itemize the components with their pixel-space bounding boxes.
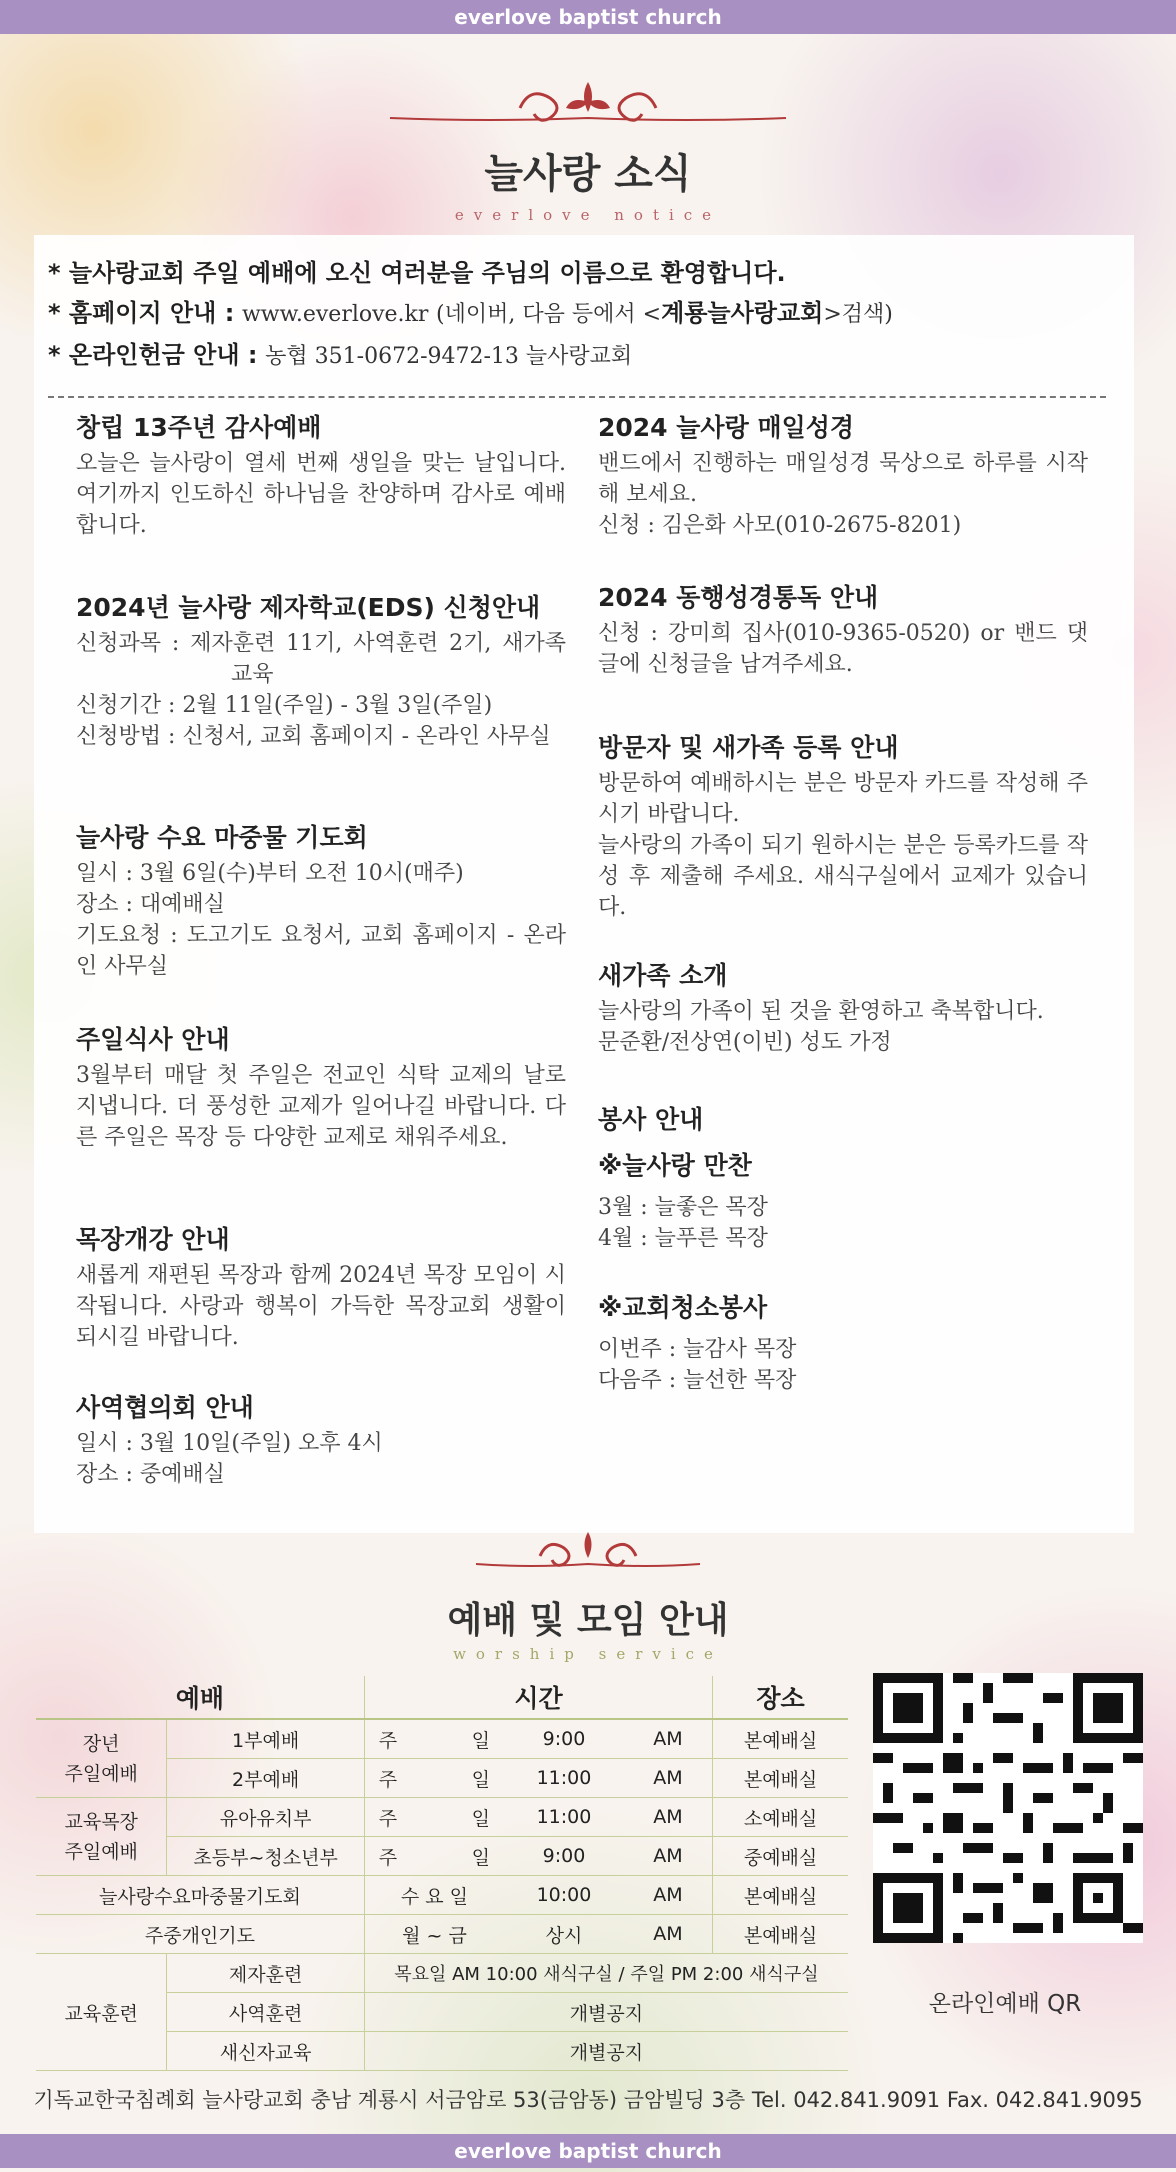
section-sunday-meal [76, 1020, 566, 1153]
time: 상시 [504, 1915, 624, 1954]
header-service: 예배 [36, 1676, 364, 1719]
day: 주 [364, 1798, 411, 1837]
day: 일 [458, 1759, 505, 1798]
place: 본예배실 [713, 1719, 848, 1759]
notice-title: 늘사랑 소식 [484, 150, 692, 197]
section-text: 기도요청 : 도고기도 요청서, 교회 홈페이지 - 온라인 사무실 [76, 923, 566, 979]
section-fellowship-meal [598, 1146, 1088, 1254]
table-header-row [36, 1676, 848, 1719]
section-church-cleaning [598, 1288, 1088, 1396]
section-text: 신청방법 : 신청서, 교회 홈페이지 - 온라인 사무실 [76, 724, 551, 749]
section-text: 3월 : 늘좋은 목장 [598, 1195, 768, 1220]
section-prayer-meeting [76, 818, 566, 982]
section-visitor-registration [598, 728, 1088, 923]
section-new-family [598, 956, 1088, 1058]
notice-subtitle: everlove notice [454, 206, 722, 224]
section-text: 4월 : 늘푸른 목장 [598, 1226, 768, 1251]
ampm: AM [624, 1915, 713, 1954]
group-label: 장년 주일예배 [36, 1719, 167, 1798]
section-title: ※교회청소봉사 [598, 1293, 768, 1322]
ampm: AM [624, 1719, 713, 1759]
section-text: 신청기간 : 2월 11일(주일) - 3월 3일(주일) [76, 693, 493, 718]
section-text: 3월부터 매달 첫 주일은 전교인 식탁 교제의 날로 지냅니다. 더 풍성한 교제가 일어나길 바랍니다. 다른 주일은 목장 등 다양한 교제로 채워주세요. [76, 1063, 566, 1150]
section-eds [76, 588, 566, 752]
footer-address: 기독교한국침례회 늘사랑교회 충남 계룡시 서금암로 53(금암동) 금암빌딩 3층 Tel. 042.841.9091 Fax. 042.841.9095 [33, 2088, 1143, 2112]
section-text: 늘사랑의 가족이 되기 원하시는 분은 등록카드를 작성 후 제출해 주세요. 새식구실에서 교제가 있습니다. [598, 833, 1088, 920]
table-row [36, 1954, 848, 1993]
service-name: 새신자교육 [167, 2032, 364, 2071]
section-title: 방문자 및 새가족 등록 안내 [598, 733, 899, 762]
footer-band: everlove baptist church [0, 2134, 1176, 2168]
qr-label: 온라인예배 QR [928, 1991, 1082, 2017]
section-title: 2024 동행성경통독 안내 [598, 583, 879, 612]
homepage-search-term: 계룡늘사랑교회 [661, 299, 824, 327]
day: 주 [364, 1837, 411, 1876]
section-daily-bible [598, 408, 1088, 541]
section-text: 늘사랑의 가족이 된 것을 환영하고 축복합니다. [598, 999, 1044, 1024]
section-title: 2024년 늘사랑 제자학교(EDS) 신청안내 [76, 593, 541, 622]
homepage-url[interactable]: www.everlove.kr [241, 302, 429, 327]
section-text: 신청 : 김은화 사모(010-2675-8201) [598, 513, 962, 538]
worship-ornament [470, 1530, 706, 1576]
homepage-note: (네이버, 다음 등에서 < [436, 302, 662, 327]
section-title: 새가족 소개 [598, 961, 728, 990]
section-anniversary [76, 408, 566, 541]
day: 주 [364, 1719, 411, 1759]
ampm: AM [624, 1759, 713, 1798]
service-name: 초등부~청소년부 [167, 1837, 364, 1876]
time: 10:00 [504, 1876, 624, 1915]
place: 본예배실 [713, 1876, 848, 1915]
section-text: 오늘은 늘사랑이 열세 번째 생일을 맞는 날입니다. 여기까지 인도하신 하나님을 찬양하며 감사로 예배합니다. [76, 451, 566, 538]
header-time: 시간 [364, 1676, 712, 1719]
day: 일 [458, 1798, 505, 1837]
section-bible-reading [598, 578, 1088, 680]
section-text: 신청 : 강미희 집사(010-9365-0520) or 밴드 댓글에 신청글을 남겨주세요. [598, 621, 1088, 677]
service-name: 유아유치부 [167, 1798, 364, 1837]
day: 일 [458, 1719, 505, 1759]
service-name: 제자훈련 [167, 1954, 364, 1993]
worship-title: 예배 및 모임 안내 [447, 1599, 729, 1641]
worship-subtitle: worship service [453, 1645, 723, 1663]
ampm: AM [624, 1876, 713, 1915]
section-ministry-council [76, 1388, 566, 1490]
section-title: 사역협의회 안내 [76, 1393, 254, 1422]
service-name: 2부예배 [167, 1759, 364, 1798]
section-title: 봉사 안내 [598, 1105, 704, 1134]
offering-account: 농협 351-0672-9472-13 늘사랑교회 [265, 344, 633, 369]
table-row [36, 1719, 848, 1759]
section-cell-group [76, 1220, 566, 1353]
header-band: everlove baptist church [0, 0, 1176, 34]
section-title: 목장개강 안내 [76, 1225, 230, 1254]
place: 본예배실 [713, 1915, 848, 1954]
time: 9:00 [504, 1837, 624, 1876]
title-ornament [370, 78, 806, 132]
offering-label: * 온라인헌금 안내 : [48, 341, 258, 369]
header-place: 장소 [713, 1676, 848, 1719]
group-label: 교육훈련 [36, 1954, 167, 2071]
schedule-note: 개별공지 [364, 1993, 848, 2032]
section-text: 다음주 : 늘선한 목장 [598, 1368, 797, 1393]
qr-code[interactable] [873, 1673, 1143, 1943]
schedule-note: 목요일 AM 10:00 새식구실 / 주일 PM 2:00 새식구실 [364, 1954, 848, 1993]
section-title: 2024 늘사랑 매일성경 [598, 413, 855, 442]
ampm: AM [624, 1837, 713, 1876]
homepage-label: * 홈페이지 안내 : [48, 299, 235, 327]
ampm: AM [624, 1798, 713, 1837]
service-name: 1부예배 [167, 1719, 364, 1759]
time: 11:00 [504, 1759, 624, 1798]
day: 수 요 일 [364, 1876, 504, 1915]
section-text: 문준환/전상연(이빈) 성도 가정 [598, 1030, 892, 1055]
divider [48, 396, 1106, 398]
section-title: ※늘사랑 만찬 [598, 1151, 752, 1180]
section-text: 새롭게 재편된 목장과 함께 2024년 목장 모임이 시작됩니다. 사랑과 행복이 가득한 목장교회 생활이 되시길 바랍니다. [76, 1263, 566, 1350]
service-name: 늘사랑수요마중물기도회 [36, 1876, 364, 1915]
homepage-note-end: >검색) [823, 302, 893, 327]
section-text: 장소 : 중예배실 [76, 1462, 225, 1487]
service-name: 주중개인기도 [36, 1915, 364, 1954]
table-row [36, 1915, 848, 1954]
section-text: 일시 : 3월 6일(수)부터 오전 10시(매주) [76, 861, 464, 886]
intro-block [48, 253, 1128, 377]
section-service-info [598, 1100, 1088, 1140]
section-title: 주일식사 안내 [76, 1025, 230, 1054]
table-row [36, 1876, 848, 1915]
welcome-text: * 늘사랑교회 주일 예배에 오신 여러분을 주님의 이름으로 환영합니다. [48, 259, 786, 287]
day: 월 ~ 금 [364, 1915, 504, 1954]
place: 본예배실 [713, 1759, 848, 1798]
day: 주 [364, 1759, 411, 1798]
section-text: 장소 : 대예배실 [76, 892, 225, 917]
place: 중예배실 [713, 1837, 848, 1876]
time: 9:00 [504, 1719, 624, 1759]
place: 소예배실 [713, 1798, 848, 1837]
section-text: 이번주 : 늘감사 목장 [598, 1337, 797, 1362]
section-text: 신청과목 : 제자훈련 11기, 사역훈련 2기, 새가족 교육 [76, 631, 566, 687]
worship-schedule-table [36, 1676, 848, 2071]
table-row [36, 1798, 848, 1837]
section-title: 늘사랑 수요 마중물 기도회 [76, 823, 368, 852]
time: 11:00 [504, 1798, 624, 1837]
day: 일 [458, 1837, 505, 1876]
section-title: 창립 13주년 감사예배 [76, 413, 322, 442]
service-name: 사역훈련 [167, 1993, 364, 2032]
schedule-note: 개별공지 [364, 2032, 848, 2071]
group-label: 교육목장 주일예배 [36, 1798, 167, 1876]
section-text: 밴드에서 진행하는 매일성경 묵상으로 하루를 시작해 보세요. [598, 451, 1088, 507]
section-text: 일시 : 3월 10일(주일) 오후 4시 [76, 1431, 383, 1456]
section-text: 방문하여 예배하시는 분은 방문자 카드를 작성해 주시기 바랍니다. [598, 771, 1088, 827]
